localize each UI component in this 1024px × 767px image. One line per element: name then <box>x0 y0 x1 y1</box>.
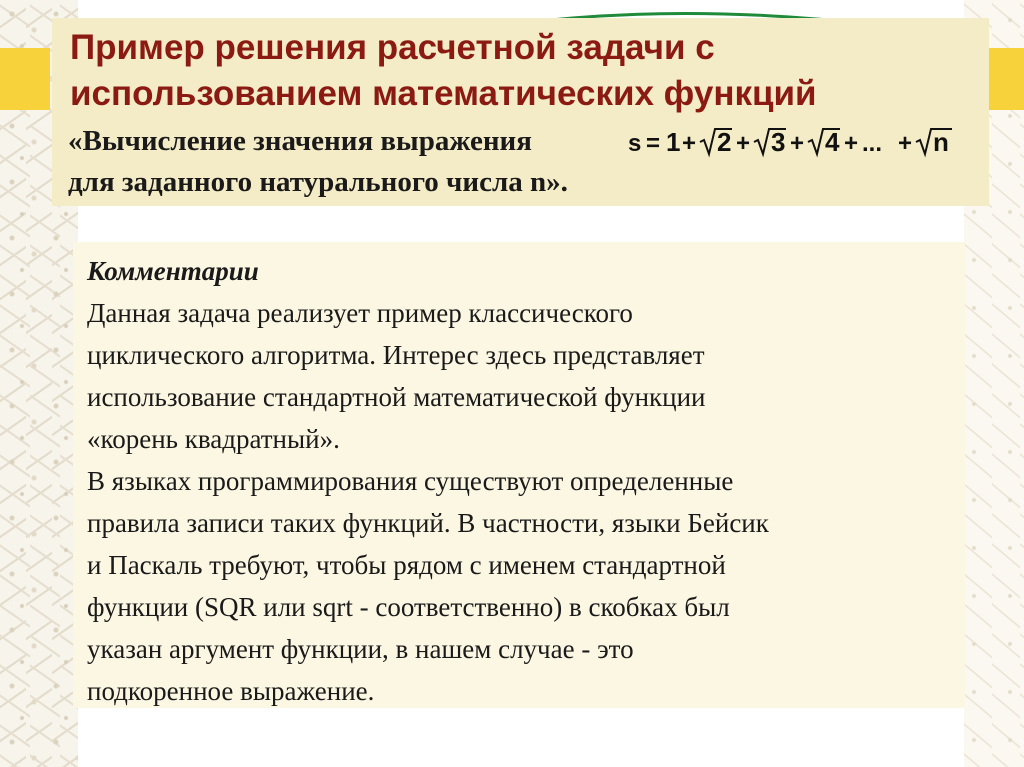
comment-line: функции (SQR или sqrt - соответственно) в скобках был <box>87 592 730 622</box>
comment-line: В языках программирования существуют определенные <box>87 466 734 496</box>
formula-plus-4: + <box>844 130 859 157</box>
formula-term-2: 2 <box>717 127 732 157</box>
comment-line: указан аргумент функции, в нашем случае - это <box>87 634 634 664</box>
formula-s: s <box>628 130 642 157</box>
accent-bar-left <box>0 48 50 110</box>
task-subtitle-line-2: для заданного натурального числа n». <box>68 166 568 198</box>
slide-title-line-1: Пример решения расчетной задачи с <box>70 28 715 67</box>
comment-line: и Паскаль требуют, чтобы рядом с именем стандартной <box>87 550 726 580</box>
formula-ellipsis: ... <box>862 130 883 157</box>
formula-one: 1 <box>666 127 681 157</box>
formula-term-n: n <box>933 127 949 157</box>
comment-line: подкоренное выражение. <box>87 676 375 706</box>
comment-line: «корень квадратный». <box>87 424 340 454</box>
task-subtitle-line-1: «Вычисление значения выражения <box>68 125 532 157</box>
formula-term-4: 4 <box>825 127 840 157</box>
formula-plus-2: + <box>736 130 751 157</box>
accent-bar-right <box>988 48 1024 110</box>
formula-plus-3: + <box>790 130 805 157</box>
formula-plus-1: + <box>682 130 697 157</box>
sum-formula <box>628 122 968 164</box>
formula-equals: = <box>646 130 661 157</box>
comment-line: правила записи таких функций. В частности, языки Бейсик <box>87 508 769 538</box>
formula-plus-5: + <box>898 130 913 157</box>
comments-heading: Комментарии <box>87 256 259 286</box>
comment-line: Данная задача реализует пример классического <box>87 298 633 328</box>
slide-title-line-2: использованием математических функций <box>70 74 817 113</box>
formula-term-3: 3 <box>771 127 786 157</box>
comment-line: использование стандартной математической функции <box>87 382 706 412</box>
comment-line: циклического алгоритма. Интерес здесь представляет <box>87 340 705 370</box>
